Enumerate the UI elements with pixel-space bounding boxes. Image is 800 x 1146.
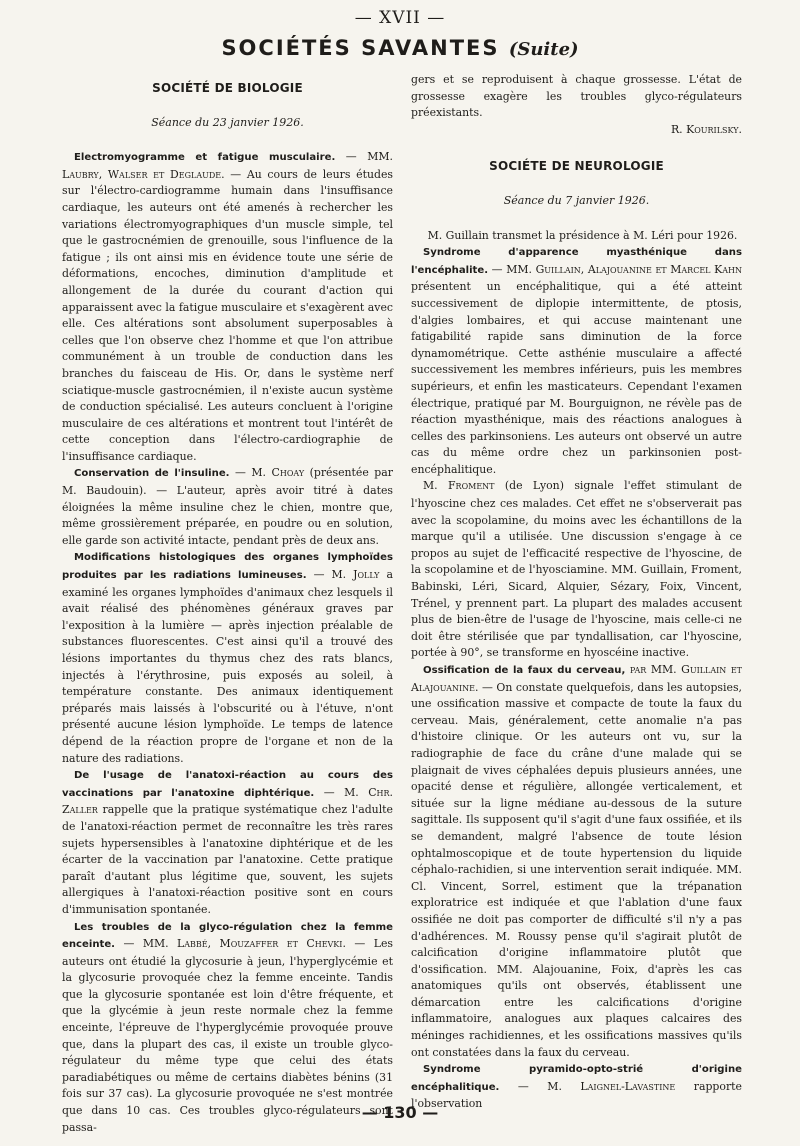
article-paragraph [411,662,742,1061]
article-body: rapporte l'observation [411,1079,742,1111]
article-body: présentent un encéphalitique, qui a été atteint successivement de diplopie intermittente, de ptosis, d'algies lombaires, et qui accuse maintenant une fatigabilité rapide sans diminution de la force dynamométrique. Cette asthénie musculaire a affecté successivement les membres inférieurs, puis les membres supérieurs, et enfin les masticateurs. Cependant l'examen électrique, pratiqué par M. Bourguignon, ne révèle pas de réaction myasthénique, mais des réactions analogues à celles des parkinsoniens. Les auteurs ont observé un autre cas du même ordre chez un parkinsonien post-encéphalitique. [411,280,742,476]
signature: R. Kourilsky. [670,122,742,136]
society-heading-neurology: SOCIÉTE DE NEUROLOGIE [489,159,664,174]
article-headline: Ossification de la faux du cerveau, [423,665,626,676]
article-separator: — [115,937,143,951]
article-body: rappelle que la pratique systématique chez l'adulte de l'anatoxi-réaction permet de reconnaître les très rares sujets hypersensibles à l'anatoxine diphtérique et de les écarter de la vaccination par l'anatoxine. Cette pratique paraît d'autant plus légitime que, souvent, les sujets allergiques à l'anatoxi-réaction positive sont en cours d'immunisation spontanée. [62,803,393,916]
article-headline: Syndrome d'apparence myasthénique dans l'encéphalite. [411,247,742,276]
article-headline: Modifications histologiques des organes lymphoïdes produites par les radiations lumineuses. [62,552,393,582]
presidency-note: M. Guillain transmet la présidence à M. Léri pour 1926. [427,228,738,242]
title-text: SOCIÉTÉS SAVANTES [221,36,500,60]
article-paragraph [62,549,393,767]
article-separator: — [314,785,345,799]
article-separator: — [306,568,332,582]
article-headline: Syndrome pyramido-opto-strié d'origine encéphalitique. [411,1064,742,1093]
article-headline: Les troubles de la glyco-régulation chez la femme enceinte. [62,921,393,951]
article-separator: — [229,466,252,480]
columns [62,72,742,1136]
right-column [411,72,742,1136]
article-body: a examiné les organes lymphoïdes d'animaux chez lesquels il avait réalisé des phénomènes généraux graves par l'exposition à la lumière — après injection préalable de substances fluorescentes. C'est ainsi qu'il a trouvé des lésions importantes du thymus chez des rats blancs, injectés à l'érythrosine, puis exposés au soleil, à température constante. Des animaux identiquement préparés mais laissés à l'obscurité ou à l'étuve, n'ont présenté aucune lésion lymphoïde. Le temps de latence dépend de la réaction propre de l'organe et non de la nature des radiations. [62,568,393,765]
article-authors: M. Jolly [331,568,380,582]
article-paragraph [411,244,742,478]
article-authors: M. Choay [251,466,305,480]
seance-date-biology: Séance du 23 janvier 1926. [151,115,304,129]
article-body: — On constate quelquefois, dans les autopsies, une ossification massive et compacte de toute la faux du cerveau. Mais, généralement, cette anomalie n'a pas d'histoire clinique. Or les auteurs ont vu, sur la radiographie de face du crâne d'une malade qui se plaignait de vives céphalées depuis plusieurs années, une opacité dense et régulière, allongée verticalement, et située sur la ligne médiane au-dessous de la suture sagittale. Ils supposent qu'il s'agit d'une faux ossifiée, et ils se demandent, malgré l'absence de toute lésion ophtalmoscopique et de toute hypertension du liquide céphalo-rachidien, si une intervention serait indiquée. MM. Cl. Vincent, Sorrel, estiment que la trépanation exploratrice est indiquée et que l'ablation d'une faux ossifiée ne doit pas comporter de difficulté s'il n'y a pas d'adhérences. M. Roussy pense qu'il s'agirait plutôt de calcification d'origine inflammatoire plutôt que d'ossification. MM. Alajouanine, Foix, d'après les cas anatomiques qu'ils ont observés, établissent une démarcation entre les calcifications d'origine inflammatoire, analogues aux plaques calcaires des méninges rachidiennes, et les ossifications massives qu'ils ont constatées dans la faux du cerveau. [411,680,742,1059]
roman-page-number: — XVII — [354,8,446,28]
article-separator: — [499,1079,548,1093]
footer-page-number: — 130 — [361,1103,439,1122]
seance-date-neurology: Séance du 7 janvier 1926. [503,193,650,207]
article-headline: Electromyogramme et fatigue musculaire. [74,152,336,164]
title-suite: (Suite) [508,39,579,60]
articles-left [62,149,393,1136]
article-separator: — [335,150,368,164]
articles-right [411,244,742,1113]
article-authors: M. Froment [423,479,495,493]
article-paragraph [62,149,393,465]
article-body: — Au cours de leurs études sur l'électro-cardiogramme humain dans l'insuffisance cardiaque, les auteurs ont été amenés à rechercher les variations électromyographiques d'un muscle simple, tel que le gastrocnémien de grenouille, sous l'influence de la fatigue ; ils ont ainsi mis en évidence toute une série de déformations, encoches, diminution d'amplitude et allongement de la durée du courant d'action qui apparaissent avec la fatigue musculaire et s'exagèrent avec elle. Ces altérations sont absolument superposables à celles que l'on observe chez l'homme et que l'on attribue communément à un trouble de conduction dans les branches du faisceau de His. Or, dans le système nerf sciatique-muscle gastrocnémien, il n'existe aucun système de conduction spécialisé. Les auteurs concluent à l'origine musculaire de ces altérations et montrent tout l'intérêt de cette conception dans l'électro-cardiographie de l'insuffisance cardiaque. [62,167,393,463]
left-column [62,72,393,1136]
article-authors: M. Chr. Zaller [62,785,393,817]
article-separator: — [488,262,507,276]
article-headline: Conservation de l'insuline. [74,468,230,480]
article-body: (de Lyon) signale l'effet stimulant de l'hyoscine chez ces malades. Cet effet ne s'observerait pas avec la scopolamine, du moins avec les échantillons de la marque qu'il a utilisée. Une discussion s'engage à ce propos au sujet de l'efficacité respective de l'hyoscine, de la scopolamine et de l'hyosciamine. MM. Guillain, Froment, Babinski, Léri, Sicard, Alquier, Sézary, Foix, Vincent, Trénel, y prennent part. La plupart des malades accusent plus de bien-être de l'usage de l'hyoscine, mais celle-ci ne doit être stérilisée que par tyndallisation, car l'hyoscine, portée à 90°, se transforme en hyoscéine inactive. [411,479,742,660]
article-authors: par MM. Guillain et Alajouanine. [411,663,742,694]
article-authors: M. Laignel-Lavastine [547,1079,676,1093]
article-body: (présentée par M. Baudouin). — L'auteur, après avoir titré à dates éloignées la même insuline chez le chien, montre que, même grossièrement préparée, en poudre ou en solution, elle garde son activité intacte, pendant près de deux ans. [62,466,393,547]
article-body: — Les auteurs ont étudié la glycosurie à jeun, l'hyperglycémie et la glycosurie provoquée chez la femme enceinte. Tandis que la glycosurie spontanée est loin d'être fréquente, et que la glycémie à jeun reste normale chez la femme enceinte, l'épreuve de l'hyperglycémie provoquée prouve que, dans la plupart des cas, il existe un trouble glyco-régulateur du même type que celui des états paradiabétiques ou même de certains diabètes bénins (31 fois sur 37 cas). La glycosurie provoquée ne s'est montrée que dans 10 cas. Ces troubles glyco-régulateurs sont passa- [62,937,393,1134]
page-title [0,36,800,60]
article-authors: MM. Labbé, Mouzaffer et Chevki. [142,937,346,951]
article-paragraph [62,767,393,918]
continuation-text: gers et se reproduisent à chaque grossesse. L'état de grossesse exagère les troubles glyco-régulateurs préexistants. [411,73,742,120]
article-paragraph [411,478,742,662]
society-heading-biology: SOCIÉTÉ DE BIOLOGIE [152,81,303,95]
article-paragraph [62,465,393,549]
article-headline: De l'usage de l'anatoxi-réaction au cours des vaccinations par l'anatoxine diphtérique. [62,770,393,799]
article-authors: MM. Guillain, Alajouanine et Marcel Kahn [506,262,742,276]
article-authors: MM. Laubry, Walser et Deglaude. [62,150,393,181]
